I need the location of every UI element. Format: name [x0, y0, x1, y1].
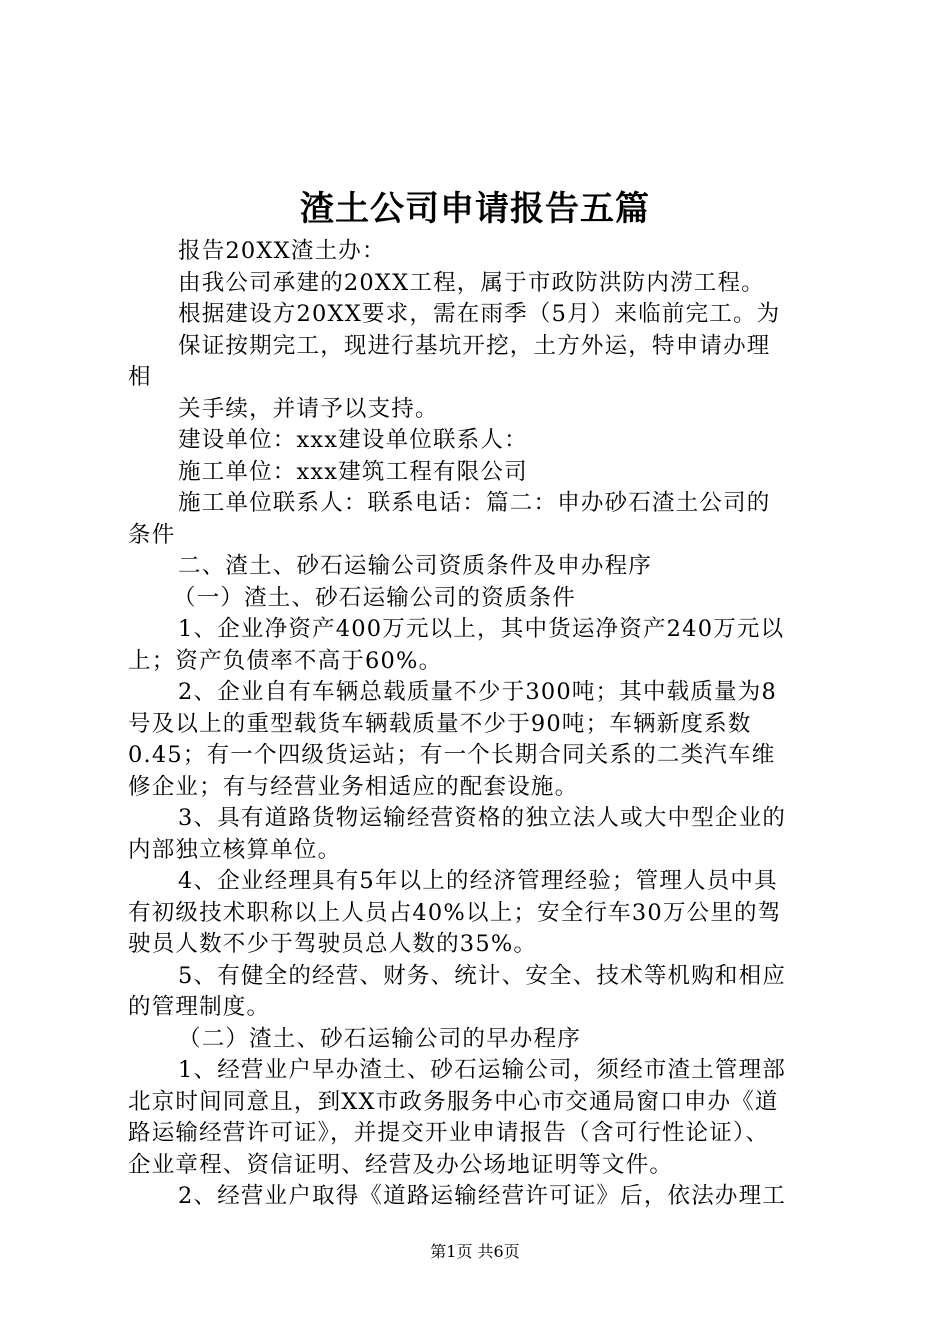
document-title: 渣土公司申请报告五篇 [300, 189, 650, 229]
body-line: 条件 [128, 521, 176, 548]
body-line: （一）渣土、砂石运输公司的资质条件 [173, 584, 576, 611]
body-line: 有初级技术职称以上人员占40%以上；安全行车30万公里的驾 [128, 899, 782, 926]
body-line: 修企业；有与经营业务相适应的配套设施。 [128, 773, 579, 800]
body-line: 内部独立核算单位。 [128, 836, 342, 863]
body-line: 5、有健全的经营、财务、统计、安全、技术等机购和相应 [178, 962, 787, 989]
body-line: 3、具有道路货物运输经营资格的独立法人或大中型企业的 [178, 805, 787, 831]
body-line: 0.45；有一个四级货运站；有一个长期合同关系的二类汽车维 [128, 742, 776, 768]
body-line: 施工单位：xxx建筑工程有限公司 [178, 458, 528, 485]
body-line: 相 [128, 364, 152, 390]
body-line: 1、企业净资产400万元以上，其中货运净资产240万元以 [178, 616, 785, 642]
body-line: 关手续，并请予以支持。 [178, 395, 439, 422]
body-line: 报告20XX渣土办： [178, 238, 386, 264]
body-line: （二）渣土、砂石运输公司的早办程序 [178, 1025, 581, 1052]
body-line: 路运输经营许可证》，并提交开业申请报告（含可行性论证）、 [128, 1120, 770, 1146]
body-line: 施工单位联系人：联系电话：篇二：申办砂石渣土公司的 [178, 490, 771, 516]
body-line: 2、企业自有车辆总载质量不少于300吨；其中载质量为8 [178, 679, 777, 705]
body-line: 驶员人数不少于驾驶员总人数的35%。 [128, 931, 538, 957]
body-line: 4、企业经理具有5年以上的经济管理经验；管理人员中具 [178, 868, 778, 894]
body-line: 号及以上的重型载货车辆载质量不少于90吨；车辆新度系数 [128, 710, 752, 737]
body-line: 由我公司承建的20XX工程，属于市政防洪防内涝工程。 [178, 269, 765, 296]
body-line: 的管理制度。 [128, 994, 271, 1020]
body-line: 2、经营业户取得《道路运输经营许可证》后，依法办理工 [178, 1183, 787, 1209]
body-line: 根据建设方20XX要求，需在雨季（5月）来临前完工。为 [178, 301, 781, 327]
body-line: 建设单位：xxx建设单位联系人： [178, 427, 528, 453]
body-line: 1、经营业户早办渣土、砂石运输公司，须经市渣土管理部 [178, 1057, 787, 1083]
body-line: 企业章程、资信证明、经营及办公场地证明等文件。 [128, 1151, 674, 1178]
page-footer: 第1页 共6页 [430, 1242, 520, 1261]
body-line: 北京时间同意且，到XX市政务服务中心市交通局窗口申办《道 [128, 1088, 779, 1115]
document-body [128, 236, 848, 1213]
body-line: 保证按期完工，现进行基坑开挖，土方外运，特申请办理 [178, 332, 771, 359]
body-line: 上；资产负债率不高于60%。 [128, 647, 443, 674]
body-line: 二、渣土、砂石运输公司资质条件及申办程序 [178, 553, 653, 579]
